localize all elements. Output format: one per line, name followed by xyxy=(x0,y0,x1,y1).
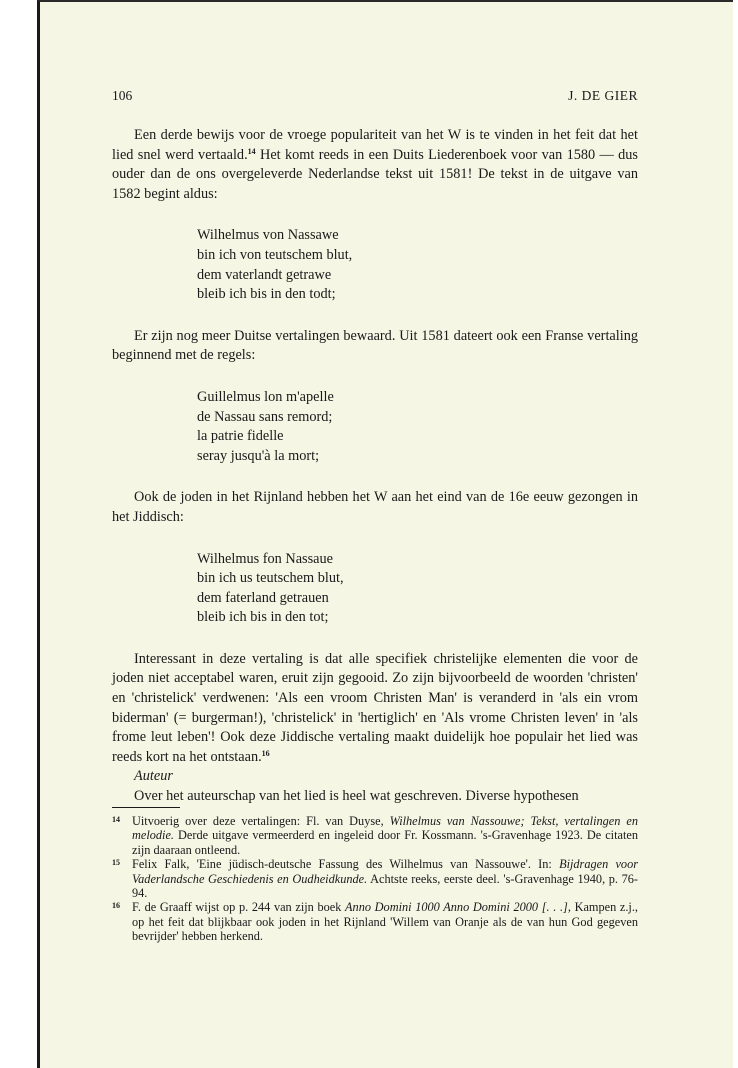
verse-french xyxy=(197,388,638,466)
verse-yiddish xyxy=(197,550,638,628)
footnote-mark: 16 xyxy=(112,901,120,911)
verse-line: de Nassau sans remord; xyxy=(197,408,333,425)
footnote-divider xyxy=(112,807,180,808)
footnote-ref-14[interactable]: 14 xyxy=(247,146,256,156)
document-page xyxy=(37,0,733,1068)
body-text xyxy=(112,126,638,807)
verse-line: dem vaterlandt getrawe xyxy=(197,266,332,283)
section-heading: Auteur xyxy=(134,768,173,785)
verse-line: Wilhelmus fon Nassaue xyxy=(197,550,334,567)
running-head: J. DE GIER xyxy=(568,88,638,103)
verse-line: Guillelmus lon m'apelle xyxy=(197,388,334,405)
verse-line: dem faterland getrauen xyxy=(197,589,329,606)
footnote-14: 14 Uitvoerig over deze vertalingen: Fl. van Duyse, Wilhelmus van Nassouwe; Tekst, vertalingen en melodie. Derde uitgave vermeerderd en ingeleid door Fr. Kossmann. 's-Gravenhage 1923. De citaten zijn daaraan ontleend. xyxy=(112,814,638,857)
paragraph-4: Interessant in deze vertaling is dat alle specifiek christelijke elementen die voor de joden niet acceptabel waren, eruit zijn gegooid. Zo zijn bijvoorbeeld de woorden 'christen' en 'christelick' verdwenen: 'Als een vroom Christen Man' is veranderd in 'als ein vrom biderman' (= burgerman!), 'christelick' in 'hertiglich' en 'Als vrome Christen leven' in 'als frome leut leben'! Ook deze Jiddische vertaling maakt duidelijk hoe populair het lied was reeds kort na het ontstaan.$^{16}$ xyxy=(112,650,638,765)
footnote-mark: 15 xyxy=(112,858,120,868)
verse-line: seray jusqu'à la mort; xyxy=(197,447,320,464)
footnote-16: 16 F. de Graaff wijst op p. 244 van zijn boek Anno Domini 1000 Anno Domini 2000 [. . .], Kampen z.j., op het feit dat blijkbaar ook joden in het Rijnland 'Willem van Oranje als de van hun God gegeven bevrijder' hebben herkend. xyxy=(112,900,638,944)
footnote-15: 15 Felix Falk, 'Eine jüdisch-deutsche Fassung des Wilhelmus van Nassouwe'. In: Bijdragen voor Vaderlandsche Geschiedenis en Oudheidkunde. Achtste reeks, eerste deel. 's-Gravenhage 1940, p. 76-94. xyxy=(112,857,639,901)
verse-line: Wilhelmus von Nassawe xyxy=(197,227,339,244)
footnote-ref-16[interactable]: 16 xyxy=(261,748,270,758)
footnote-mark: 14 xyxy=(112,815,120,824)
verse-line: bin ich von teutschem blut, xyxy=(197,246,353,263)
verse-german xyxy=(197,226,638,304)
paragraph-5: Over het auteurschap van het lied is heel wat geschreven. Diverse hypothesen xyxy=(134,788,579,805)
page-number: 106 xyxy=(112,88,133,103)
verse-line: bleib ich bis in den todt; xyxy=(197,286,336,303)
footnotes xyxy=(112,814,638,944)
paragraph-1: Een derde bewijs voor de vroege populariteit van het W is te vinden in het feit dat het lied snel werd vertaald.$^{14}$ Het komt reeds in een Duits Liederenboek voor van 1580 — dus ouder dan de ons overgeleverde Nederlandse tekst uit 1581! De tekst in de uitgave van 1582 begint aldus: xyxy=(112,127,638,202)
verse-line: bin ich us teutschem blut, xyxy=(197,570,344,587)
verse-line: la patrie fidelle xyxy=(197,428,284,445)
paragraph-3: Ook de joden in het Rijnland hebben het W aan het eind van de 16e eeuw gezongen in het Jiddisch: xyxy=(112,489,638,525)
verse-line: bleib ich bis in den tot; xyxy=(197,609,329,626)
paragraph-2: Er zijn nog meer Duitse vertalingen bewaard. Uit 1581 dateert ook een Franse vertaling beginnend met de regels: xyxy=(112,327,638,364)
